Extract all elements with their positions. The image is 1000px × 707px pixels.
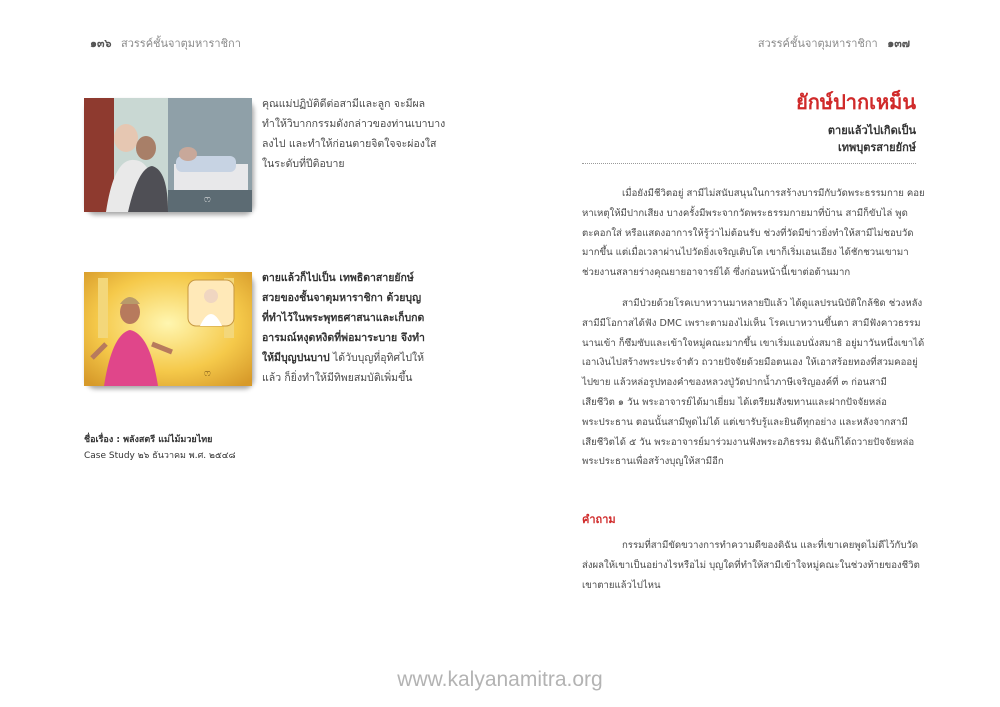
illustration-hospital-visit bbox=[84, 98, 252, 212]
paragraph-line: สามีมีโอกาสได้ฟัง DMC เพราะตามองไม่เห็น โรคเบาหวานขึ้นตา สามีฟังคาวธรรม bbox=[582, 317, 921, 329]
right-book-title: สวรรค์ชั้นจาตุมหาราชิกา bbox=[757, 37, 878, 50]
illustration-celestial-beings-icon bbox=[84, 272, 252, 386]
question-heading: คำถาม bbox=[582, 513, 616, 526]
paragraph-line: หาเหตุให้มีปากเสียง บางครั้งมีพระจากวัดพระธรรมกายมาที่บ้าน สามีก็ขับไล่ พูด bbox=[582, 207, 908, 219]
story-paragraph-2 bbox=[582, 294, 925, 472]
story-paragraph-1 bbox=[582, 184, 925, 283]
story-title: ยักษ์ปากเหม็น bbox=[796, 90, 916, 114]
illustration-celestial-beings bbox=[84, 272, 252, 386]
paragraph-line: เอาเงินไปสร้างพระประจำตัว ถวายปัจจัยด้วยมือตนเอง ให้เอาสร้อยทองที่สวมคออยู่ bbox=[582, 357, 918, 369]
caption2-bold-line: อารมณ์หงุดหงิดที่พ่อมาระบาย จึงทำ bbox=[262, 332, 425, 344]
caption2-final-line: แล้ว ก็ยิ่งทำให้มีทิพยสมบัติเพิ่มขึ้น bbox=[262, 372, 413, 384]
caption-hospital-visit bbox=[262, 94, 446, 174]
svg-text:ෆ: ෆ bbox=[204, 368, 211, 379]
paragraph-line: เมื่อยังมีชีวิตอยู่ สามีไม่สนับสนุนในการสร้างบารมีกับวัดพระธรรมกาย คอย bbox=[622, 188, 925, 199]
caption-celestial-beings bbox=[262, 268, 424, 388]
paragraph-line: มากขึ้น แต่เมื่อเวลาผ่านไปวัดยิ่งเจริญเติบโต เขาก็เริ่มเอนเอียง ได้ชักชวนเขามา bbox=[582, 247, 909, 259]
paragraph-line: พระประธาน ตอนนั้นสามีพูดไม่ได้ แต่เขารับรู้และยินดีทุกอย่าง และหลังจากสามี bbox=[582, 416, 908, 428]
right-page-header bbox=[758, 34, 916, 52]
story-subtitle bbox=[828, 122, 916, 156]
subtitle-line: ตายแล้วไปเกิดเป็น bbox=[827, 124, 916, 137]
credit-case-study-date: Case Study ๒๖ ธันวาคม พ.ศ. ๒๕๔๘ bbox=[84, 451, 236, 461]
dotted-divider bbox=[582, 163, 916, 164]
paragraph-line: พระประธานเพื่อสร้างบุญให้สามีอีก bbox=[582, 456, 724, 468]
left-book-title: สวรรค์ชั้นจาตุมหาราชิกา bbox=[120, 37, 241, 50]
caption2-bold-line: ที่ทำไว้ในพระพุทธศาสนาและเก็บกด bbox=[262, 312, 425, 324]
website-watermark: www.kalyanamitra.org bbox=[397, 668, 603, 691]
caption1-line: คุณแม่ปฏิบัติดีต่อสามีและลูก จะมีผล bbox=[262, 98, 426, 110]
subtitle-line: เทพบุตรสายยักษ์ bbox=[838, 141, 916, 154]
right-page-number: ๑๓๗ bbox=[887, 37, 910, 50]
question-line: ส่งผลให้เขาเป็นอย่างไรหรือไม่ บุญใดที่ทำให้สามีเข้าใจหมู่คณะในช่วงท้ายของชีวิต bbox=[582, 559, 920, 571]
left-page-number: ๑๓๖ bbox=[90, 37, 112, 50]
left-page-header bbox=[84, 34, 241, 52]
caption1-line: ลงไป และทำให้ก่อนตายจิตใจจะผ่องใส bbox=[262, 138, 437, 150]
caption2-last-bold: ให้มีบุญปนบาป bbox=[262, 352, 330, 364]
caption2-mixed-line bbox=[262, 348, 424, 368]
paragraph-line: เสียชีวิตได้ ๕ วัน พระอาจารย์มาร่วมงานฟังพระอภิธรรม ดิฉันก็ได้ถวายปัจจัยหล่อ bbox=[582, 436, 915, 448]
story-credits bbox=[84, 432, 236, 464]
caption2-bold-line: สวยของชั้นจาตุมหาราชิกา ด้วยบุญ bbox=[262, 292, 422, 304]
paragraph-line: ตะคอกใส่ หรือแสดงอาการให้รู้ว่าไม่ต้อนรับ ช่วงที่วัดมีข่าวยิ่งทำให้สามีไม่ชอบวัด bbox=[582, 227, 914, 239]
question-line: กรรมที่สามีขัดขวางการทำความดีของดิฉัน และที่เขาเคยพูดไม่ดีไว้กับวัด bbox=[622, 540, 919, 551]
svg-text:ෆ: ෆ bbox=[204, 194, 211, 205]
caption1-line: ในระดับที่ปีติอบาย bbox=[262, 158, 345, 170]
paragraph-line: สามีป่วยด้วยโรคเบาหวานมาหลายปีแล้ว ได้ดูแลปรนนิบัติใกล้ชิด ช่วงหลัง bbox=[622, 298, 923, 309]
credit-story-name: ชื่อเรื่อง : พลังสตรี แม่ไม้มวยไทย bbox=[84, 435, 213, 445]
photo-illustration-hospital-visit-icon bbox=[84, 98, 252, 212]
question-line: เขาตายแล้วไปไหน bbox=[582, 579, 661, 591]
paragraph-line: ไปขาย แล้วหล่อรูปทองคำของหลวงปู่วัดปากน้ำภาษีเจริญองค์ที่ ๓ ก่อนสามี bbox=[582, 377, 887, 389]
caption2-last-rest: ได้วับบุญที่อุทิศไปให้ bbox=[329, 352, 425, 364]
paragraph-line: นานเข้า ก็ซึมซับและเข้าใจหมู่คณะมากขึ้น เขาเริ่มแอบนั่งสมาธิ อยู่มาวันหนึ่งเขาได้ bbox=[582, 337, 925, 349]
paragraph-line: เสียชีวิต ๑ วัน พระอาจารย์ได้มาเยี่ยม ได้เตรียมสังฆทานและฝากปัจจัยหล่อ bbox=[582, 396, 887, 408]
paragraph-line: ช่วยงานสลายร่างคุณยายอาจารย์ได้ ซึ่งก่อนหน้านี้เขาต่อต้านมาก bbox=[582, 267, 851, 279]
caption2-bold-line: ตายแล้วก็ไปเป็น เทพธิดาสายยักษ์ bbox=[262, 272, 414, 284]
question-paragraph bbox=[582, 536, 920, 595]
caption1-line: ทำให้วิบากกรรมดังกล่าวของท่านเบาบาง bbox=[262, 118, 446, 130]
